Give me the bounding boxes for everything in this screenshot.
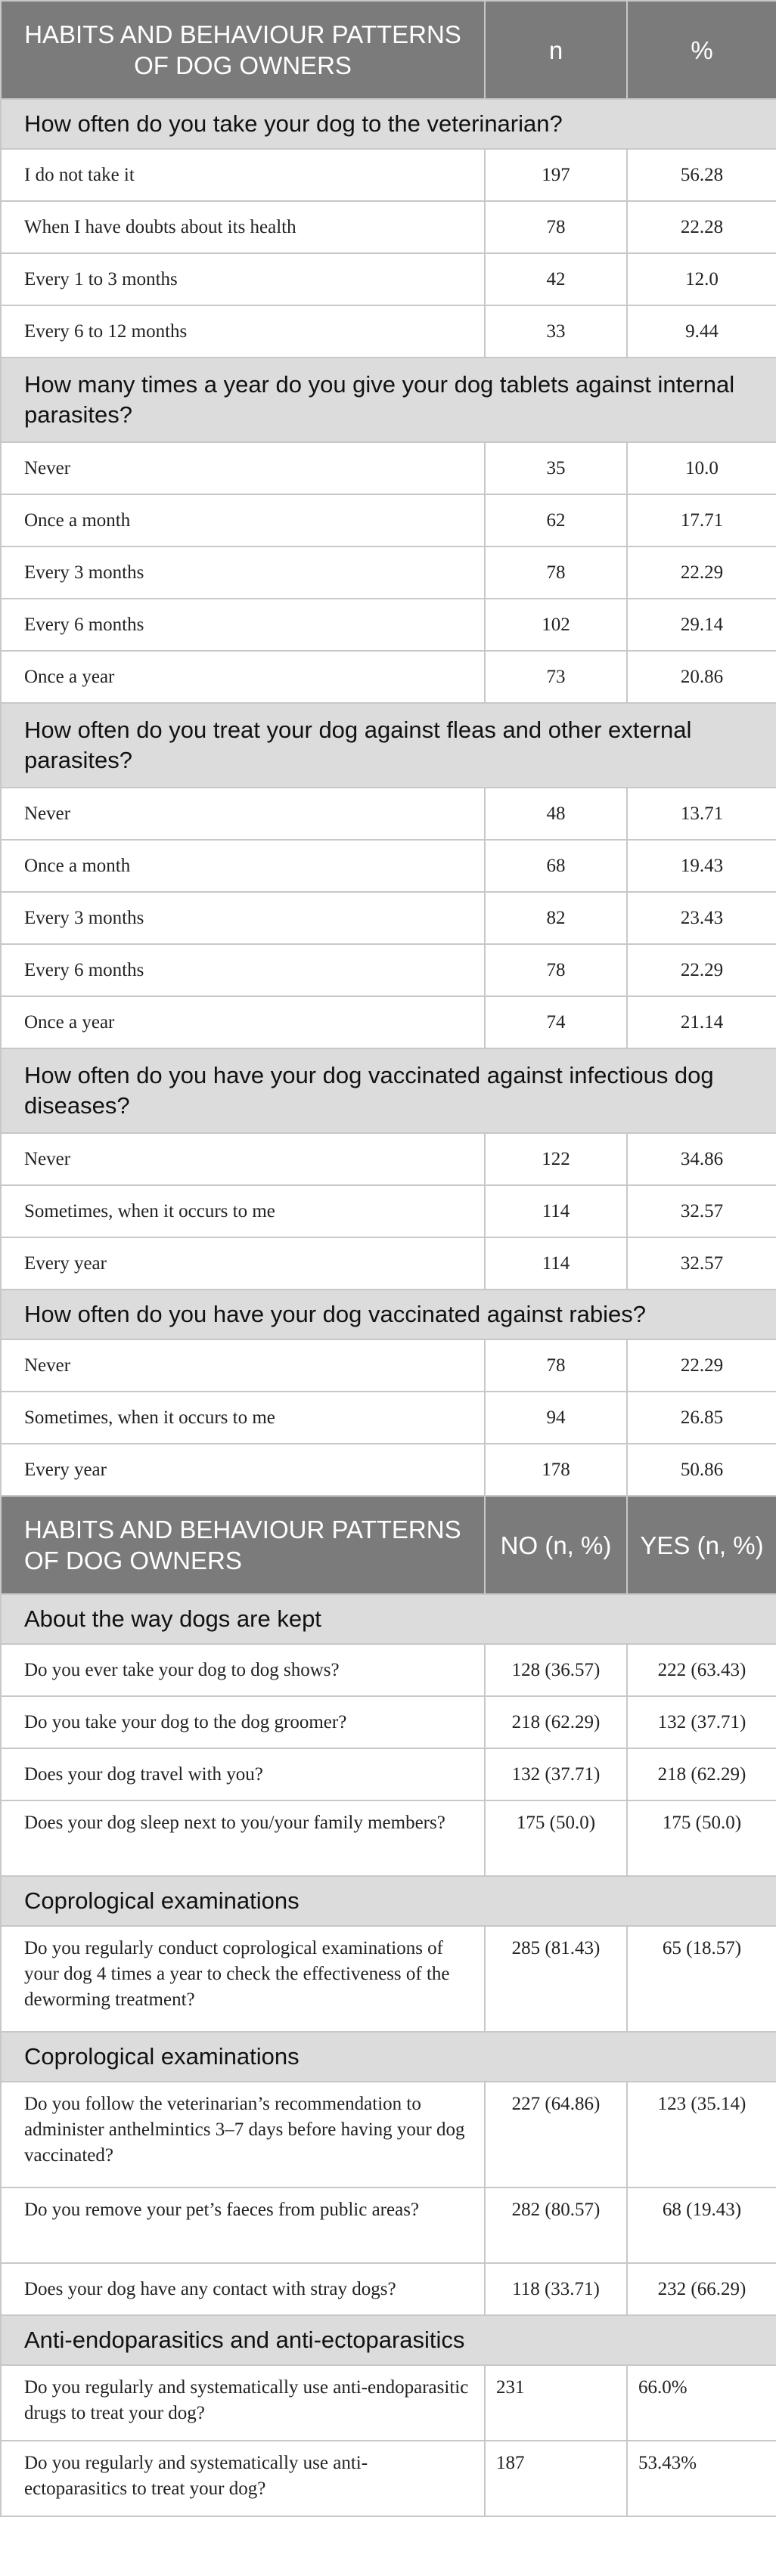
row-label: Every 6 months	[1, 599, 485, 651]
table-row	[1, 840, 776, 892]
header-label: HABITS AND BEHAVIOUR PATTERNS OF DOG OWNERS	[1, 1, 485, 99]
section-header	[1, 1048, 776, 1133]
section-header	[1, 703, 776, 788]
header-no-column: NO (n, %)	[485, 1496, 627, 1594]
row-label: Do you regularly and systematically use anti-endoparasitic drugs to treat your dog?	[1, 2365, 485, 2441]
row-value-yes: 66.0%	[627, 2365, 776, 2441]
section-header	[1, 1876, 776, 1926]
row-value-yes: 218 (62.29)	[627, 1748, 776, 1800]
row-label: Does your dog have any contact with stray dogs?	[1, 2263, 485, 2315]
table-row	[1, 1339, 776, 1392]
header-n-column: n	[485, 1, 627, 99]
row-value-n: 78	[485, 201, 627, 253]
section-header	[1, 1290, 776, 1339]
row-value-n: 78	[485, 546, 627, 599]
row-value-yes: 132 (37.71)	[627, 1696, 776, 1748]
row-label: Once a year	[1, 651, 485, 703]
row-label: Do you regularly and systematically use anti-ectoparasitics to treat your dog?	[1, 2441, 485, 2516]
row-label: Every year	[1, 1444, 485, 1496]
row-value-pct: 22.29	[627, 944, 776, 996]
row-value-pct: 21.14	[627, 996, 776, 1048]
table-row	[1, 651, 776, 703]
row-value-no: 132 (37.71)	[485, 1748, 627, 1800]
table-row	[1, 442, 776, 494]
table-row	[1, 1392, 776, 1444]
table-row	[1, 1644, 776, 1696]
row-label: Do you follow the veterinarian’s recommendation to administer anthelmintics 3–7 days before having your dog vaccinated?	[1, 2082, 485, 2187]
row-value-no: 187	[485, 2441, 627, 2516]
row-value-n: 122	[485, 1133, 627, 1185]
row-value-pct: 12.0	[627, 253, 776, 305]
table-row	[1, 2263, 776, 2315]
table-header-yes-no	[1, 1496, 776, 1594]
row-value-yes: 68 (19.43)	[627, 2187, 776, 2263]
row-value-n: 82	[485, 892, 627, 944]
section-header	[1, 2315, 776, 2365]
row-value-n: 73	[485, 651, 627, 703]
section-title: How often do you have your dog vaccinated against rabies?	[1, 1290, 776, 1339]
row-value-n: 42	[485, 253, 627, 305]
row-label: Every 6 to 12 months	[1, 305, 485, 358]
section-title: Anti-endoparasitics and anti-ectoparasitics	[1, 2315, 776, 2365]
row-value-no: 128 (36.57)	[485, 1644, 627, 1696]
row-value-n: 114	[485, 1185, 627, 1237]
table-row	[1, 201, 776, 253]
row-label: Every 6 months	[1, 944, 485, 996]
row-value-pct: 17.71	[627, 494, 776, 546]
row-value-yes: 222 (63.43)	[627, 1644, 776, 1696]
row-label: Do you regularly conduct coprological examinations of your dog 4 times a year to check the effectiveness of the deworming treatment?	[1, 1926, 485, 2032]
row-value-yes: 232 (66.29)	[627, 2263, 776, 2315]
row-value-pct: 50.86	[627, 1444, 776, 1496]
row-label: Does your dog travel with you?	[1, 1748, 485, 1800]
row-value-pct: 22.28	[627, 201, 776, 253]
row-value-yes: 123 (35.14)	[627, 2082, 776, 2187]
table-header-main	[1, 1, 776, 99]
section-title: How often do you take your dog to the veterinarian?	[1, 99, 776, 149]
row-label: Every 3 months	[1, 546, 485, 599]
row-value-no: 282 (80.57)	[485, 2187, 627, 2263]
row-value-pct: 56.28	[627, 149, 776, 201]
row-label: Once a month	[1, 840, 485, 892]
row-label: Sometimes, when it occurs to me	[1, 1392, 485, 1444]
row-value-no: 175 (50.0)	[485, 1800, 627, 1876]
table-row	[1, 1133, 776, 1185]
header-label: HABITS AND BEHAVIOUR PATTERNS OF DOG OWNERS	[1, 1496, 485, 1594]
row-label: Does your dog sleep next to you/your family members?	[1, 1800, 485, 1876]
row-label: Every 3 months	[1, 892, 485, 944]
table-row	[1, 788, 776, 840]
section-title: Coprological examinations	[1, 2032, 776, 2082]
section-title: How often do you treat your dog against fleas and other external parasites?	[1, 703, 776, 788]
row-value-pct: 23.43	[627, 892, 776, 944]
header-yes-column: YES (n, %)	[627, 1496, 776, 1594]
section-header	[1, 1594, 776, 1644]
row-label: Never	[1, 442, 485, 494]
row-value-n: 178	[485, 1444, 627, 1496]
row-label: Every 1 to 3 months	[1, 253, 485, 305]
table-row	[1, 546, 776, 599]
row-value-pct: 13.71	[627, 788, 776, 840]
row-label: Never	[1, 1339, 485, 1392]
row-label: Sometimes, when it occurs to me	[1, 1185, 485, 1237]
header-pct-column: %	[627, 1, 776, 99]
row-value-yes: 175 (50.0)	[627, 1800, 776, 1876]
row-value-n: 102	[485, 599, 627, 651]
row-value-pct: 20.86	[627, 651, 776, 703]
table-row	[1, 2187, 776, 2263]
row-value-pct: 9.44	[627, 305, 776, 358]
row-value-n: 78	[485, 1339, 627, 1392]
row-value-no: 218 (62.29)	[485, 1696, 627, 1748]
section-header	[1, 99, 776, 149]
row-value-no: 118 (33.71)	[485, 2263, 627, 2315]
table-row	[1, 599, 776, 651]
table-row	[1, 1444, 776, 1496]
table-row	[1, 1926, 776, 2032]
row-label: Do you ever take your dog to dog shows?	[1, 1644, 485, 1696]
row-value-n: 94	[485, 1392, 627, 1444]
row-value-n: 48	[485, 788, 627, 840]
row-label: Once a month	[1, 494, 485, 546]
row-label: Once a year	[1, 996, 485, 1048]
table-row	[1, 1237, 776, 1290]
table-row	[1, 1748, 776, 1800]
row-label: When I have doubts about its health	[1, 201, 485, 253]
section-title: How many times a year do you give your dog tablets against internal parasites?	[1, 358, 776, 442]
table-row	[1, 1800, 776, 1876]
table-row	[1, 149, 776, 201]
section-title: Coprological examinations	[1, 1876, 776, 1926]
row-value-yes: 65 (18.57)	[627, 1926, 776, 2032]
section-title: About the way dogs are kept	[1, 1594, 776, 1644]
row-value-n: 197	[485, 149, 627, 201]
row-value-n: 68	[485, 840, 627, 892]
table-row	[1, 305, 776, 358]
row-value-n: 78	[485, 944, 627, 996]
row-value-pct: 19.43	[627, 840, 776, 892]
row-value-pct: 26.85	[627, 1392, 776, 1444]
row-label: Never	[1, 1133, 485, 1185]
row-value-no: 285 (81.43)	[485, 1926, 627, 2032]
row-value-no: 227 (64.86)	[485, 2082, 627, 2187]
table-row	[1, 944, 776, 996]
row-value-pct: 10.0	[627, 442, 776, 494]
row-value-pct: 22.29	[627, 1339, 776, 1392]
row-value-pct: 22.29	[627, 546, 776, 599]
row-value-n: 35	[485, 442, 627, 494]
table-row	[1, 996, 776, 1048]
row-value-pct: 29.14	[627, 599, 776, 651]
row-value-yes: 53.43%	[627, 2441, 776, 2516]
row-value-n: 62	[485, 494, 627, 546]
table-row	[1, 2365, 776, 2441]
row-value-pct: 32.57	[627, 1237, 776, 1290]
table-row	[1, 892, 776, 944]
table-row	[1, 2082, 776, 2187]
row-value-pct: 32.57	[627, 1185, 776, 1237]
row-label: Do you remove your pet’s faeces from public areas?	[1, 2187, 485, 2263]
table-row	[1, 494, 776, 546]
row-label: Never	[1, 788, 485, 840]
table-row	[1, 253, 776, 305]
row-value-no: 231	[485, 2365, 627, 2441]
row-label: Do you take your dog to the dog groomer?	[1, 1696, 485, 1748]
table-row	[1, 2441, 776, 2516]
row-value-n: 114	[485, 1237, 627, 1290]
row-label: I do not take it	[1, 149, 485, 201]
section-header	[1, 2032, 776, 2082]
row-value-n: 33	[485, 305, 627, 358]
section-title: How often do you have your dog vaccinated against infectious dog diseases?	[1, 1048, 776, 1133]
row-label: Every year	[1, 1237, 485, 1290]
table-row	[1, 1185, 776, 1237]
row-value-pct: 34.86	[627, 1133, 776, 1185]
section-header	[1, 358, 776, 442]
table-row	[1, 1696, 776, 1748]
row-value-n: 74	[485, 996, 627, 1048]
